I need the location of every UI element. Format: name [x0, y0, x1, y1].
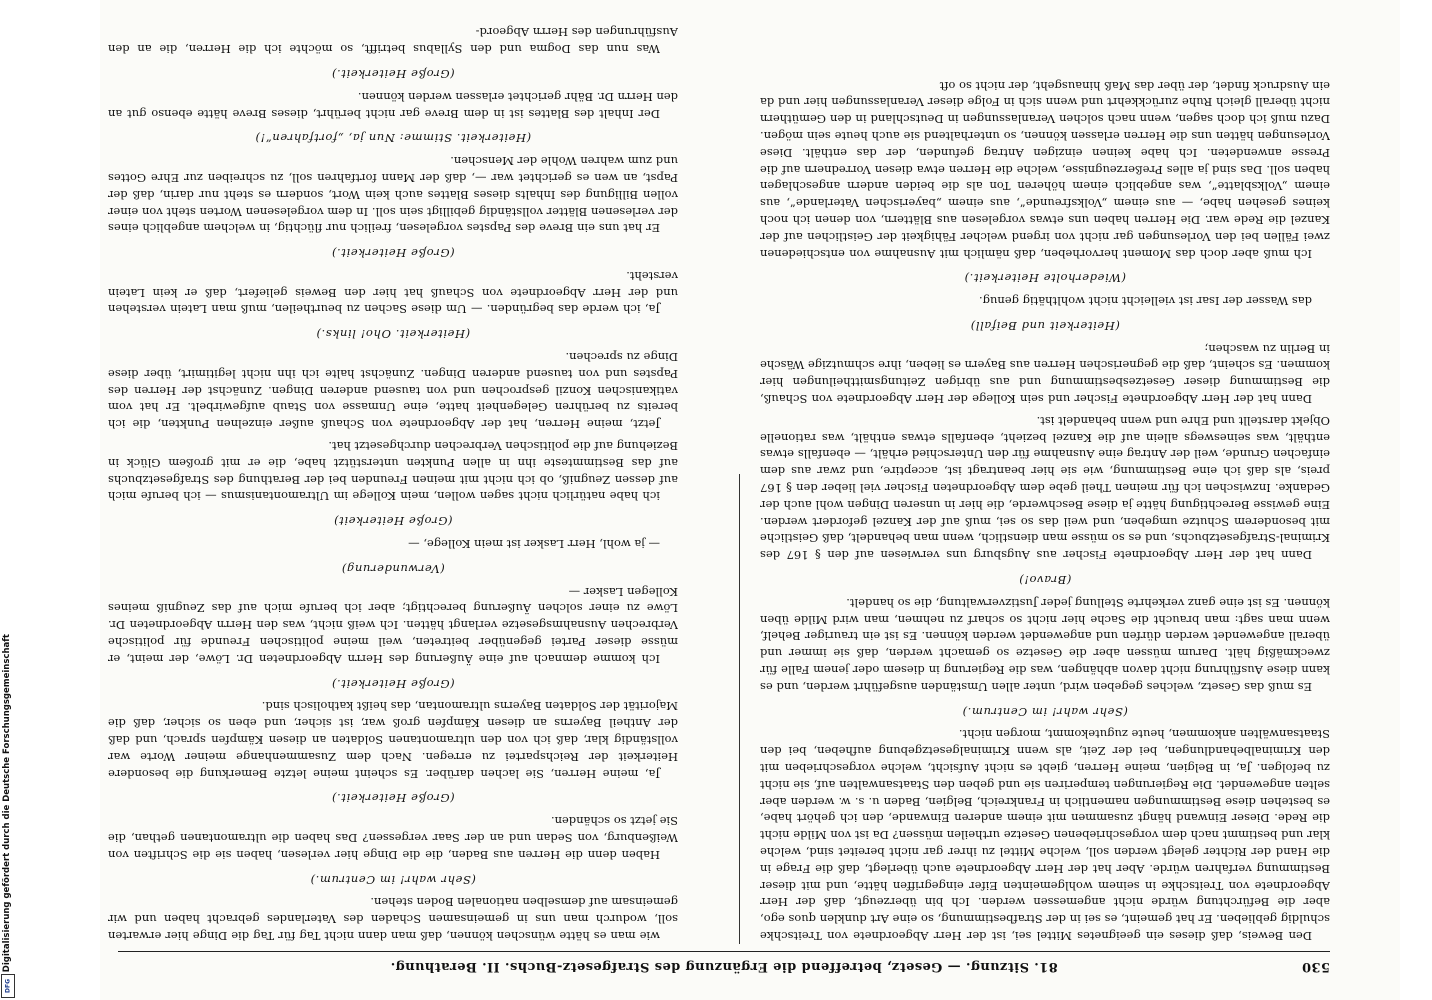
paragraph: Der Inhalt des Blattes ist in dem Breve gar nicht berührt, dieses Breve hätte ebenso gut an den Herrn Dr. Bähr gerichtet erlassen werden können.: [108, 89, 678, 121]
stage-direction: (Große Heiterkeit.): [331, 676, 455, 691]
stage-direction: (Große Heiterkeit.): [331, 66, 455, 81]
stage-direction: (Sehr wahr! im Centrum.): [310, 872, 476, 887]
paragraph: Jetzt, meine Herren, hat der Abgeordnete von Schauß außer einzelnen Punkten, die ich bereits zu berühren Gelegenheit hatte, eine Unmasse von Staub aufgewirbelt. Er hat vom vatikanischen Konzil gesprochen und von tausend anderen Dingen. Zunächst der Herren des Papstes und von tausend anderen Dingen. Zunächst halte ich ihn nicht legitimirt, über diese Dinge zu sprechen.: [108, 350, 678, 432]
stage-direction: (Heiterkeit und Beifall): [970, 318, 1120, 333]
column-divider: [739, 474, 740, 944]
page-header: [118, 951, 1330, 978]
stage-direction: (Große Heiterkeit.): [331, 791, 455, 806]
stage-direction: (Sehr wahr! im Centrum.): [962, 704, 1128, 719]
stage-direction: (Bravo!): [1018, 573, 1072, 588]
digitization-note: Digitalisierung gefördert durch die Deutsche Forschungsgemeinschaft: [2, 633, 12, 972]
paragraph: wie man es hätte wünschen können, daß man dann nicht Tag für Tag die Dinge hier erwarten soll, wodurch man uns in gemeinsamen Schaden des Vaterlandes gebracht haben und wir gemeinsam auf demselben nationalen Boden stehen.: [108, 895, 678, 943]
stage-direction: (Große Heiterkeit): [333, 514, 453, 529]
paragraph: Dann hat der Herr Abgeordnete Fischer aus Augsburg uns verwiesen auf den § 167 des Kriminal-Strafgesetzbuchs, und es so müsse man dienstlich, wenn man behandelt, daß Geistliche mit besonderem Schutze umgeben, und weil das so sei, muß auf der Kanzel gefordert werden. Eine gewisse Berechtigung hätte ja diese Beschwerde, die hier in unseren Dingen wohl auch der Gedanke. Inzwischen ich für meinen Theil gebe dem Abgeordneten Fischer viel lieber den § 167 preis, als daß ich eine Bestimmung, wie sie hier beantragt ist, acceptire, und zwar aus dem einfachen Grunde, weil der Antrag eine Ausnahme für den Unterschied erhält, — ebenfalls etwas enthält, was seineswegs allein auf die Kanzel bezieht, ebenfalls etwas enthält, was rationelle Objekt darstellt und Ehre und wenn behandelt ist.: [760, 413, 1330, 563]
paragraph: Was nun das Dogma und den Syllabus betrifft, so möchte ich die Herren, die an den Ausführungen des Herrn Abgeord-: [108, 25, 678, 57]
dfg-logo: DFG: [1, 974, 15, 998]
paragraph: Dann hat der Herr Abgeordnete Fischer und sein Kollege der Herr Abgeordnete von Schauß, die Bestimmung dieser Gesetzesbestimmung und aus übrigen Zeitungsmittheilungen hier kommen. Es scheint, daß die gegnerischen Herren aus Bayern es lieben, ihre schmutzige Wäsche in Berlin zu waschen;: [760, 341, 1330, 407]
page-number: 530: [1301, 959, 1330, 974]
paragraph: Er hat uns ein Breve des Papstes vorgelesen, freilich nur flüchtig, in welchem angeblich eines der verlesenen Blätter vollständig gebilligt sein soll. In dem vorgelesenen Worten steht von einer vollen Billigung des Inhalts dieses Blattes auch kein Wort, sondern es steht nur darin, daß der Papst, an wen es gerichtet war —, daß der Mann fortfahren soll, zu schreiben zur Ehre Gottes und zum wahren Wohle der Menschen.: [108, 154, 678, 236]
stage-direction: (Wiederholte Heiterkeit.): [964, 271, 1126, 286]
paragraph: Den Beweis, daß dieses ein geeignetes Mittel sei, ist der Herr Abgeordnete von Treitschke schuldig geblieben. Er hat gemeint, es sei in der Strafbestimmung, so eine Art dunklen quos ego, aber die Befürchtung würde nicht angemessen werden. Ich bin überzeugt, daß der Herr Abgeordnete von Treitschke in seinem wohlgemeinten Eifer eingegriffen hätte, und mit dieser Bestimmung verfahren würde. Aber hat der Herr Abgeordnete auch überlegt, daß die Frage in die Hand der Richter gelegt werden soll, welche Mittel zu ihrer gar nicht bereitet sind, welche klar und bestimmt nach dem vorgeschriebenen Gesetze urtheilen müssen? Da ist von Milde nicht die Rede. Dieser Einwand hängt zusammen mit einem anderen Einwande, den ich gehört habe, es bestehen diese Bestimmungen namentlich in Frankreich, Belgien, Baden u. s. w. werden aber selten angewendet. Die Regierungen temperiren sie und geben den Staatsanwalten auf, sie nicht zu befolgen. Ja, in Belgien, meine Herren, giebt es nicht Aufsicht, welche vorgeschrieben mit den Kriminalbehandlungen, bei der Zeit, als wenn Kriminalgesetzgebung aufheben, bei den Staatsanwälten ankommen, heute zugutekommt, morgen nicht.: [760, 727, 1330, 943]
right-column: [108, 14, 678, 944]
stage-direction: (Große Heiterkeit.): [331, 246, 455, 261]
paragraph: das Wasser der Isar ist vielleicht nicht wohlthätig genug.: [978, 294, 1312, 309]
paragraph: ich habe natürlich nicht sagen wollen, mein Kollege im Ultramontanismus — ich berufe mich auf dessen Zeugniß, ob ich nicht mit meinen Freunden bei der Berathung des Strafgesetzbuchs auf das Bestimmteste ihn in allen Punkten unterstützt habe, die er mit großem Glück in Beziehung auf die politischen Verbrechen durchgesetzt hat.: [108, 439, 678, 504]
paragraph: — ja wohl, Herr Lasker ist mein Kollege, —: [408, 537, 660, 552]
paragraph: Ich muß aber doch das Moment hervorheben, daß nämlich mit Ausnahme von entschiedenen zwei Fällen bei den Vorlesungen gar nicht von irgend welcher Fähigkeit der Geistlichen auf der Kanzel die Rede war. Die Herren haben uns etwas vorgelesen aus Blättern, von denen ich noch keines gesehen habe, — aus einem „Volksfreunde“, aus einem „bayerischen Vaterlande“, aus einem „Volksblatte“, was angeblich einem höheren Ton als die beiden andern angeschlagen haben soll. Das sind ja alles Preßerzeugnisse, welche die Herren etwa diesen Vorrednern auf die Presse anwendeten. Ich habe keinen einzigen Antrag gefunden, der das enthält. Diese Vorlesungen hätten uns die Herren erlassen können, so unterhaltend sie auch heute sein mögen. Dazu muß ich doch sagen, wenn nach solchen Veranlassungen in Deutschland in den Gemüthern nicht überall gleich Ruhe zurückkehrt und wenn sich in Folge dieser Veranlassungen hier und da ein Ausdruck findet, der über das Maß hinausgeht, der nicht so oft: [760, 78, 1330, 261]
paragraph: Ja, meine Herren, Sie lachen darüber. Es scheint meine letzte Bemerkung die besondere Heiterkeit der Reichspartei zu erregen. Nach dem Zusammenhange meiner Worte war vollständig klar, daß ich von den ultramontanen Soldaten an diesen Kämpfen sprach, und daß der Antheil Bayerns an diesen Kämpfen groß war, ist sicher, und eben so sicher, daß die Majorität der Soldaten Bayerns ultramontan, das heißt katholisch sind.: [108, 699, 678, 781]
stage-direction: (Verwunderung): [341, 561, 445, 576]
paragraph: Es muß das Gesetz, welches gegeben wird, unter allen Umständen ausgeführt werden, und es kann diese Ausführung nicht davon abhängen, was die Regierung in diesem oder jenem Falle für zweckmäßig hält. Darum müssen aber die Gesetze so gemacht werden, daß sie immer und überall angewendet werden dürfen und angewendet werden können. Es ist ein trauriger Behelf, wenn man sagt: man braucht die Sache hier nicht so scharf zu nehmen, man wird Milde üben können. Es ist eine ganz verkehrte Stellung jeder Justizverwaltung, die so handelt.: [760, 595, 1330, 694]
stage-direction: (Heiterkeit. Oho! links.): [315, 327, 471, 342]
scanned-page: [100, 0, 1400, 1000]
stage-direction: (Heiterkeit. Stimme: Nun ja, „fortfahren“!): [254, 131, 532, 146]
paragraph: Haben denn die Herren aus Baden, die die Dinge hier verlesen, haben sie die Schriften von Weißenburg, von Sedan und an der Saar vergessen? Das haben die ultramontanen gethan, die Sie jetzt so schänden.: [108, 814, 678, 862]
paragraph: Ich komme demnach auf eine Äußerung des Herrn Abgeordneten Dr. Löwe, der meint, er müsse dieser Partei gegenüber beitreten, weil meine politischen Freunde für politische Verbrechen Ausnahmsgesetze verlangt hätten. Ich weiß nicht, was den Herrn Abgeordneten Dr. Löwe zu einer solchen Äußerung berechtigt; aber ich berufe mich auf das Zeugniß meines Kollegen Lasker —: [108, 584, 678, 666]
running-title: 81. Sitzung. — Gesetz, betreffend die Ergänzung des Strafgesetz-Buchs. II. Berathung.: [390, 959, 1058, 974]
left-column: [760, 14, 1330, 944]
digitization-footer: [0, 580, 14, 1000]
paragraph: Ja, ich werde das begründen. — Um diese Sachen zu beurtheilen, muß man Latein verstehen und der Herr Abgeordnete von Schauß hat hier den Beweis geliefert, daß er kein Latein versteht.: [108, 268, 678, 317]
